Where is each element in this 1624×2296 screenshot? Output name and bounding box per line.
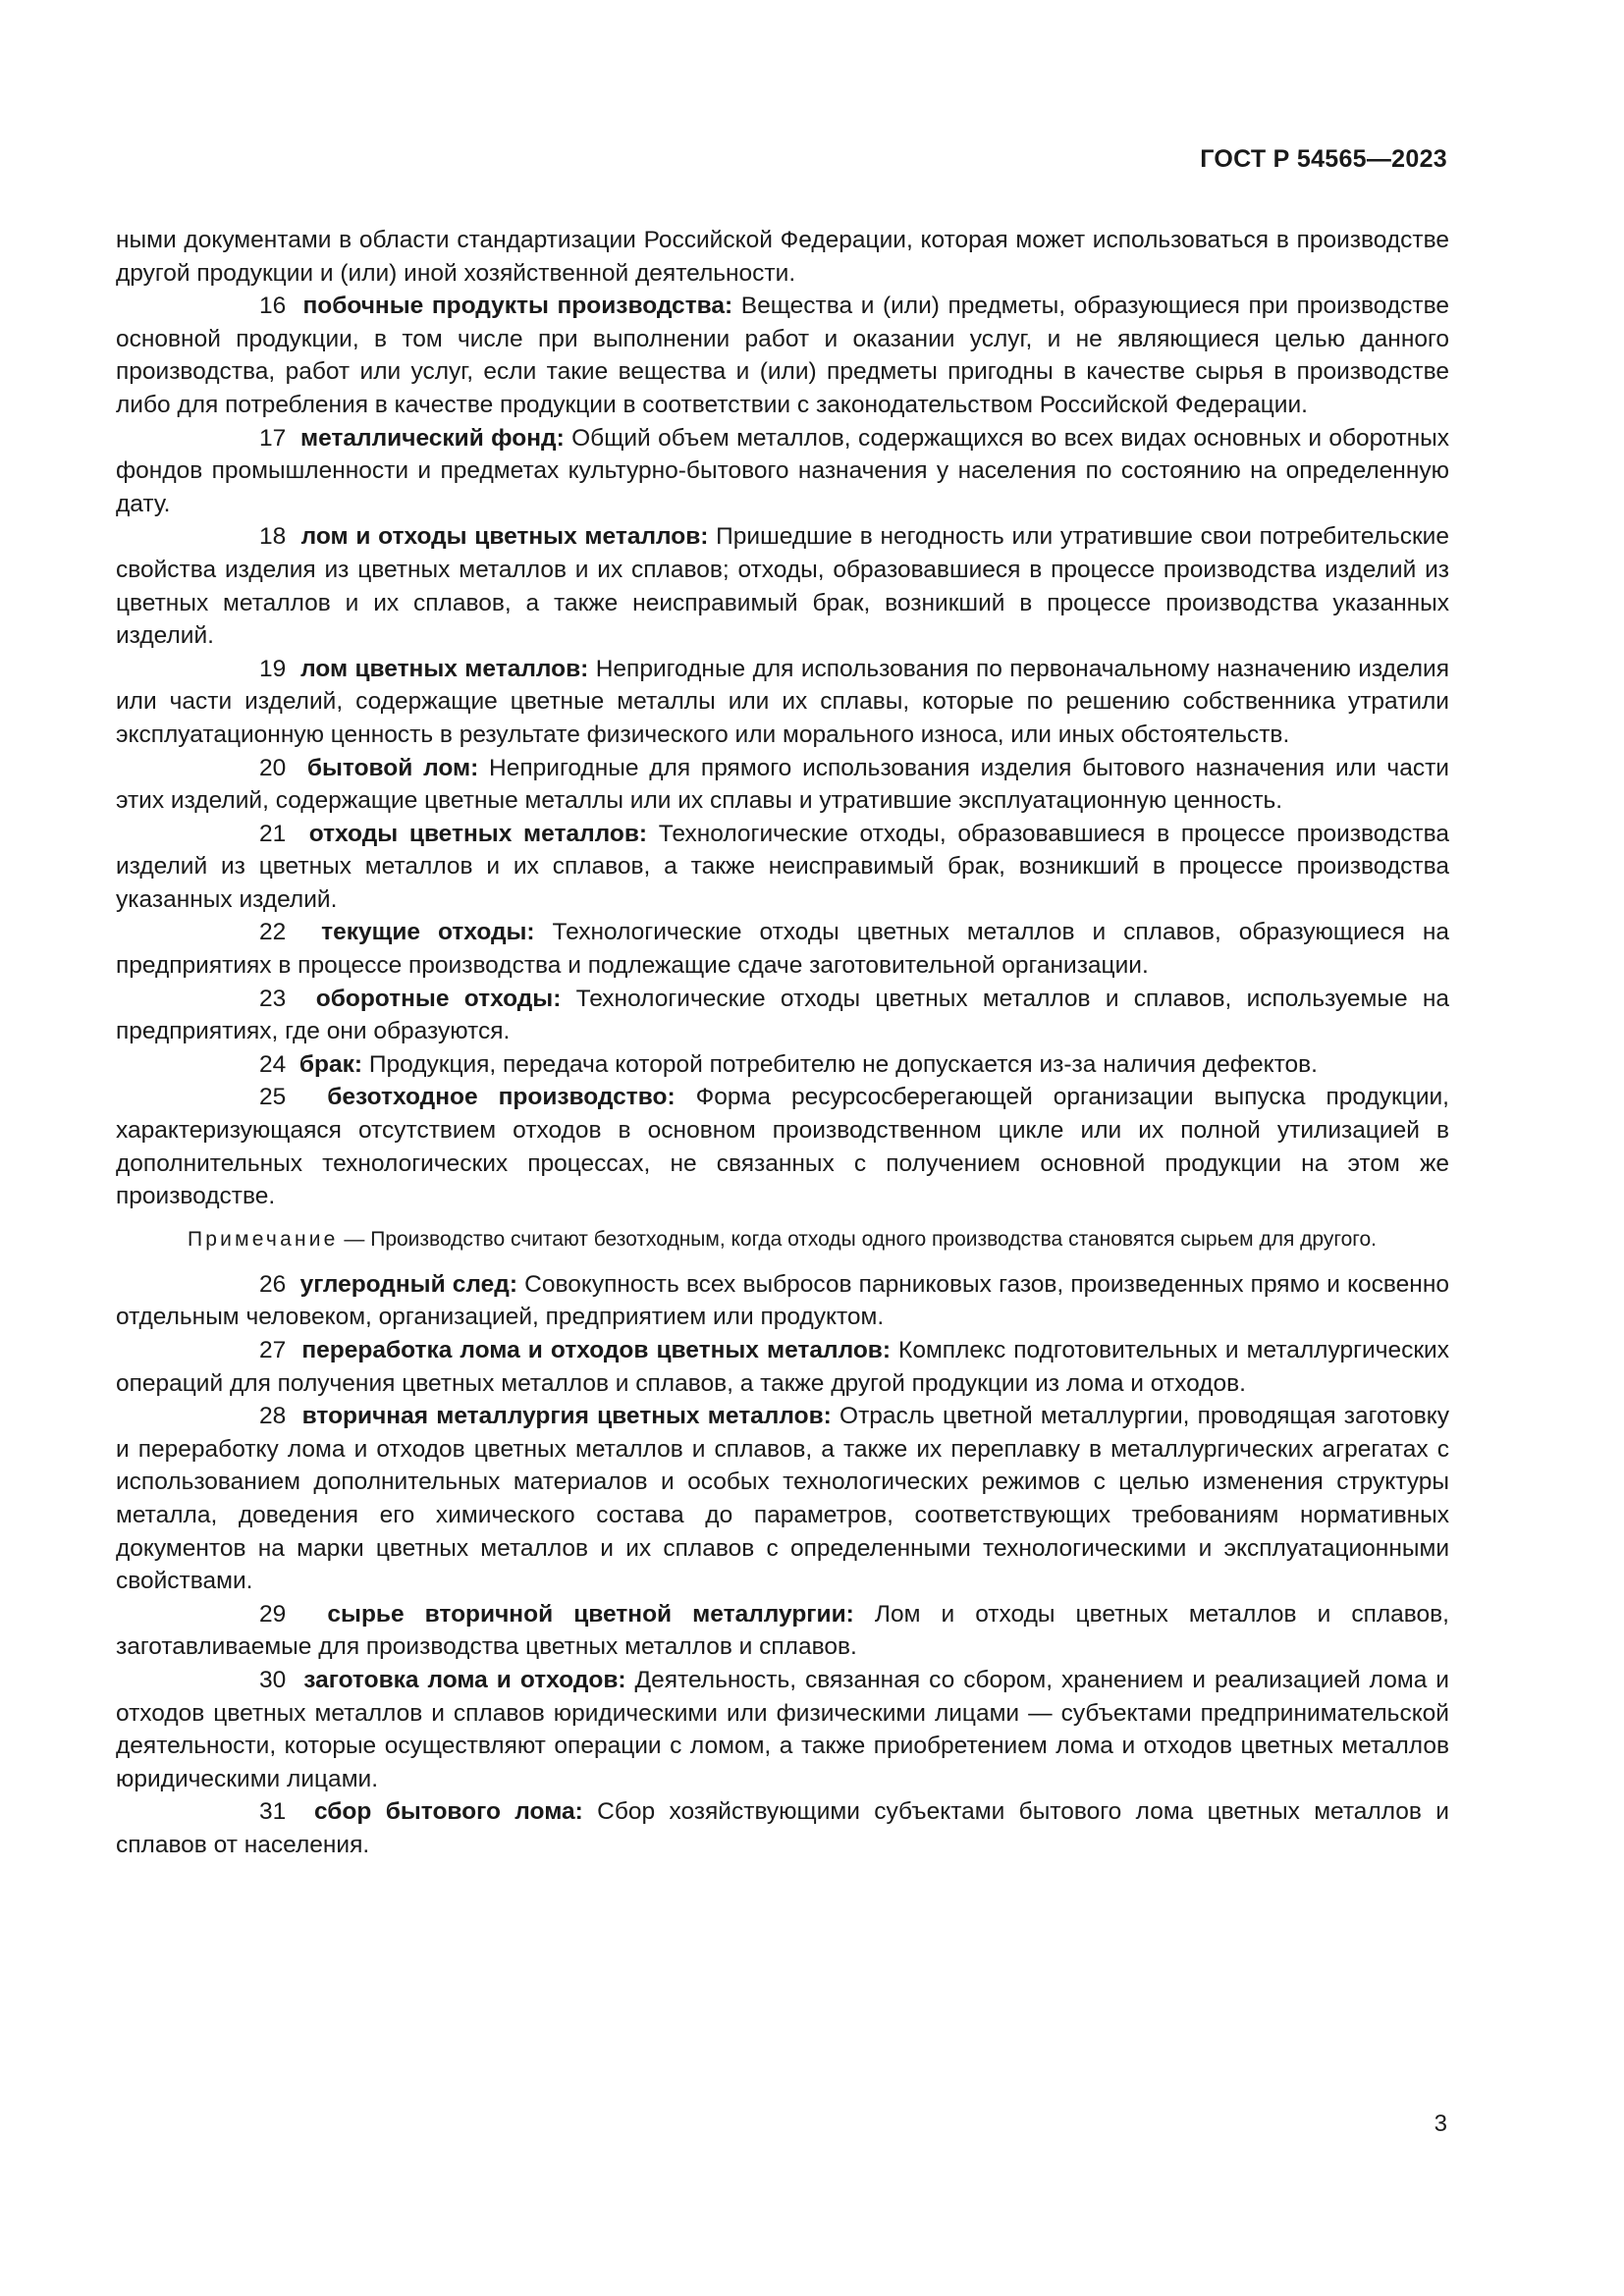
term-entry-29 xyxy=(116,1598,1449,1664)
term-number: 25 xyxy=(259,1084,287,1111)
term-number: 17 xyxy=(259,424,287,452)
term-entry-22 xyxy=(116,916,1449,982)
term-number: 20 xyxy=(259,754,287,781)
term-entry-28 xyxy=(116,1400,1449,1598)
term-title: металлический фонд: xyxy=(300,424,565,452)
page-number: 3 xyxy=(1434,2110,1447,2137)
term-number: 18 xyxy=(259,523,287,551)
term-entry-26 xyxy=(116,1268,1449,1334)
term-definition: Сбор хозяйствующими субъектами бытового лома цветных металлов и сплавов от населения. xyxy=(116,1798,1449,1858)
term-entry-21 xyxy=(116,818,1449,917)
term-entry-16 xyxy=(116,290,1449,421)
term-title: лом и отходы цветных металлов: xyxy=(300,523,709,551)
term-entry-31 xyxy=(116,1795,1449,1861)
term-title: лом цветных металлов: xyxy=(300,655,589,682)
term-definition: Непригодные для прямого использования изделия бытового назначения или части этих изделий, содержащие цветные металлы или их сплавы и утратившие эксплуатационную ценность. xyxy=(116,754,1449,815)
term-definition: Технологические отходы, образовавшиеся в процессе производства изделий из цветных металлов и их сплавов, а также неисправимый брак, возникший в процессе производства указанных изделий. xyxy=(116,820,1449,913)
term-title: заготовка лома и отходов: xyxy=(303,1666,626,1693)
document-body xyxy=(116,224,1449,1862)
term-definition: Общий объем металлов, содержащихся во всех видах основных и оборотных фондов промышленности и предметах культурно-бытового назначения у населения по состоянию на определенную дату. xyxy=(116,424,1449,517)
note-paragraph xyxy=(116,1225,1449,1255)
term-entry-18 xyxy=(116,520,1449,652)
term-definition: Деятельность, связанная со сбором, хранением и реализацией лома и отходов цветных металлов и сплавов юридическими или физическими лицами — субъектами предпринимательской деятельности, которые осуществляют операции с ломом, а также приобретением лома и отходов цветных металлов юридическими лицами. xyxy=(116,1666,1449,1792)
term-definition: Непригодные для использования по первоначальному назначению изделия или части изделий, содержащие цветные металлы или их сплавы, которые по решению собственника утратили эксплуатационную ценность в результате физического или морального износа, или иных обстоятельств. xyxy=(116,655,1449,748)
term-definition: Технологические отходы цветных металлов и сплавов, используемые на предприятиях, где они образуются. xyxy=(116,985,1449,1045)
term-title: бытовой лом: xyxy=(306,754,479,781)
term-number: 24 xyxy=(259,1050,287,1078)
term-entry-23 xyxy=(116,983,1449,1048)
term-entry-19 xyxy=(116,653,1449,752)
term-title: текущие отходы: xyxy=(321,919,535,946)
term-title: отходы цветных металлов: xyxy=(308,820,648,847)
term-title: оборотные отходы: xyxy=(315,985,562,1012)
term-number: 31 xyxy=(259,1798,287,1826)
term-definition: Технологические отходы цветных металлов и сплавов, образующиеся на предприятиях в процессе производства и подлежащие сдаче заготовительной организации. xyxy=(116,919,1449,980)
term-title: побочные продукты производства: xyxy=(302,293,733,320)
term-definition: Комплекс подготовительных и металлургических операций для получения цветных металлов и сплавов, а также другой продукции из лома и отходов. xyxy=(116,1337,1449,1397)
term-title: безотходное производство: xyxy=(327,1084,676,1111)
term-definition: Форма ресурсосберегающей организации выпуска продукции, характеризующаяся отсутствием отходов в основном производственном цикле или их полной утилизацией в дополнительных технологических процессах, не связанных с получением основной продукции на этом же производстве. xyxy=(116,1084,1449,1210)
term-definition: Вещества и (или) предметы, образующиеся при производстве основной продукции, в том числе при выполнении работ и оказании услуг, и не являющиеся целью данного производства, работ или услуг, если такие вещества и (или) предметы пригодны в качестве сырья в производстве либо для потребления в качестве продукции в соответствии с законодательством Российской Федерации. xyxy=(116,293,1449,418)
term-number: 19 xyxy=(259,655,287,682)
document-code-header: ГОСТ Р 54565—2023 xyxy=(1200,145,1447,173)
term-number: 29 xyxy=(259,1600,287,1628)
term-entry-17 xyxy=(116,422,1449,521)
term-number: 30 xyxy=(259,1666,287,1693)
term-title: переработка лома и отходов цветных металлов: xyxy=(301,1337,892,1363)
term-number: 26 xyxy=(259,1270,287,1298)
term-number: 27 xyxy=(259,1337,287,1363)
note-label: Примечание xyxy=(188,1227,339,1251)
term-number: 21 xyxy=(259,820,287,847)
term-definition: Отрасль цветной металлургии, проводящая заготовку и переработку лома и отходов цветных металлов и сплавов, а также их переплавку в металлургических агрегатах с использованием дополнительных материалов и особых технологических режимов с целью изменения структуры металла, доведения его химического состава до параметров, соответствующих требованиям нормативных документов на марки цветных металлов и их сплавов с определенными технологическими и эксплуатационными свойствами. xyxy=(116,1403,1449,1595)
term-title: углеродный след: xyxy=(299,1270,518,1298)
term-title: сбор бытового лома: xyxy=(313,1798,583,1826)
term-title: брак: xyxy=(298,1050,363,1078)
term-number: 22 xyxy=(259,919,287,946)
term-number: 23 xyxy=(259,985,287,1012)
term-entry-20 xyxy=(116,752,1449,818)
term-entry-27 xyxy=(116,1334,1449,1400)
term-definition: Совокупность всех выбросов парниковых газов, произведенных прямо и косвенно отдельным человеком, организацией, предприятием или продуктом. xyxy=(116,1270,1449,1331)
term-number: 16 xyxy=(259,293,287,320)
term-definition: Продукция, передача которой потребителю не допускается из-за наличия дефектов. xyxy=(362,1050,1318,1078)
term-definition: Пришедшие в негодность или утратившие свои потребительские свойства изделия из цветных металлов и их сплавов; отходы, образовавшиеся в процессе производства изделий из цветных металлов и их сплавов, а также неисправимый брак, возникший в процессе производства указанных изделий. xyxy=(116,523,1449,650)
note-text: — Производство считают безотходным, когда отходы одного производства становятся сырьем для другого. xyxy=(338,1227,1377,1251)
term-title: сырье вторичной цветной металлургии: xyxy=(327,1600,854,1628)
term-title: вторичная металлургия цветных металлов: xyxy=(301,1403,832,1430)
term-number: 28 xyxy=(259,1403,287,1430)
term-definition: Лом и отходы цветных металлов и сплавов, заготавливаемые для производства цветных металлов и сплавов. xyxy=(116,1600,1449,1661)
term-entry-24 xyxy=(116,1048,1449,1082)
term-entry-25 xyxy=(116,1081,1449,1212)
continuation-paragraph: ными документами в области стандартизации Российской Федерации, которая может использоваться в производстве другой продукции и (или) иной хозяйственной деятельности. xyxy=(116,227,1449,287)
term-entry-30 xyxy=(116,1664,1449,1795)
